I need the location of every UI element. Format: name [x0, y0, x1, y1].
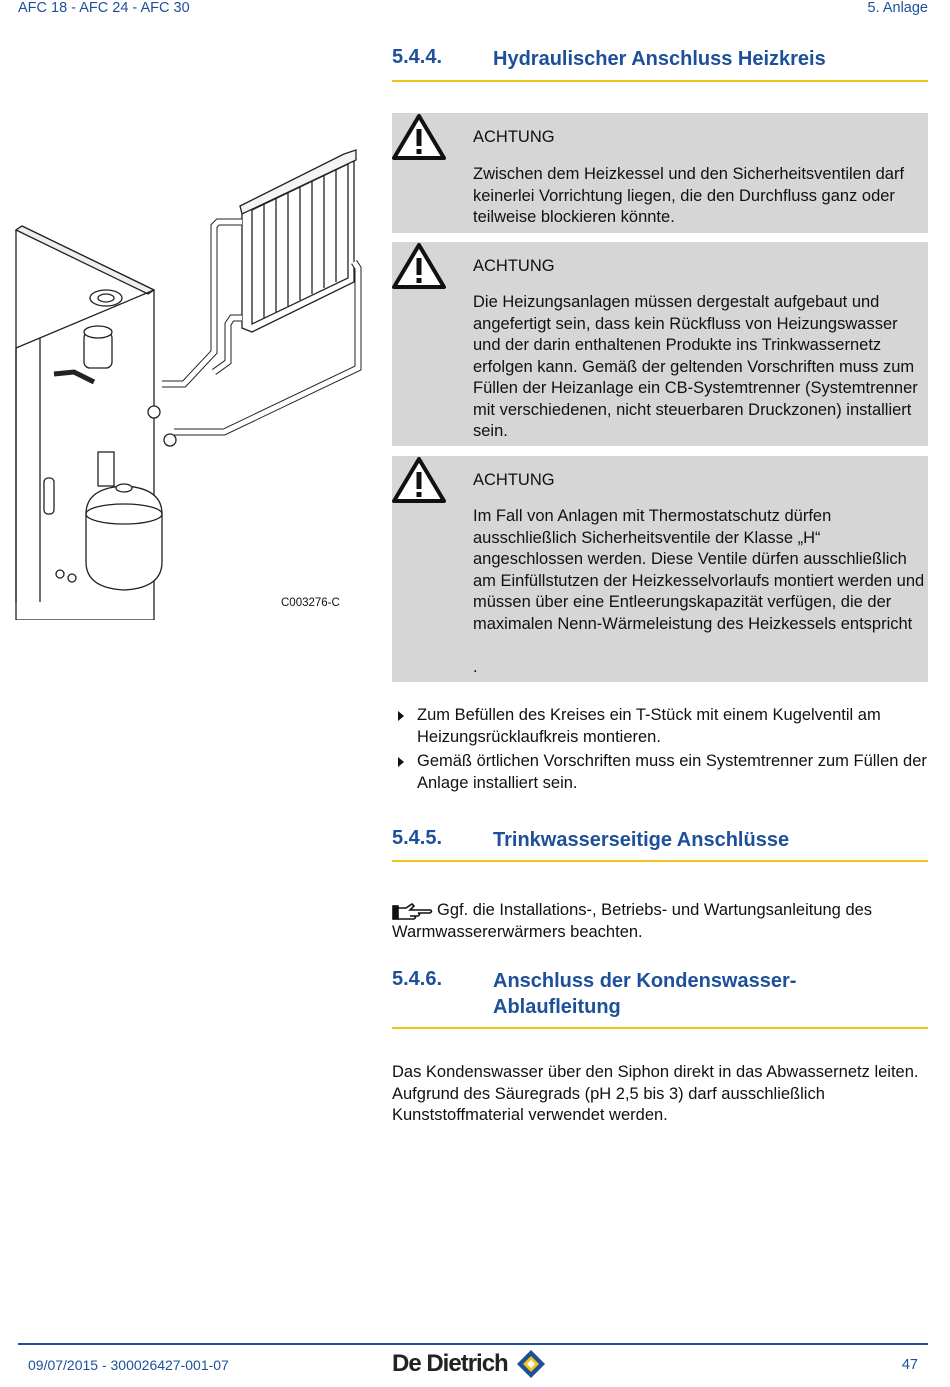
bullet-arrow-icon [398, 711, 404, 721]
list-item [392, 705, 928, 749]
section-number: 5.4.4. [392, 46, 443, 68]
warning-box-3 [392, 456, 928, 682]
footer-rule [18, 1343, 928, 1345]
reference-note [392, 900, 928, 943]
brand-logo [392, 1347, 562, 1381]
section-heading-5-4-6 [392, 968, 928, 1029]
section-title-line-1: Anschluss der Kondenswasser- [493, 970, 797, 992]
section-title: Trinkwasserseitige Anschlüsse [493, 829, 790, 851]
warning-tail: . [473, 658, 478, 676]
list-item-text: Zum Befüllen des Kreises ein T-Stück mit einem Kugelventil am Heizungsrücklaufkreis montieren. [417, 706, 881, 746]
section-title: Hydraulischer Anschluss Heizkreis [493, 48, 826, 70]
body-paragraph: Das Kondenswasser über den Siphon direkt in das Abwassernetz leiten. Aufgrund des Säuregrads (pH 2,5 bis 3) darf ausschließlich Kunststoffmaterial verwendet werden. [392, 1063, 919, 1124]
document-model-header: AFC 18 - AFC 24 - AFC 30 [18, 0, 190, 16]
figure-caption: C003276-C [281, 597, 340, 609]
pointing-hand-icon [392, 903, 434, 921]
bullet-arrow-icon [398, 757, 404, 767]
warning-triangle-icon [392, 242, 446, 290]
boiler-installation-illustration [14, 122, 370, 620]
section-heading-5-4-4 [392, 46, 928, 82]
warning-heading: ACHTUNG [473, 128, 555, 146]
warning-box-2 [392, 242, 928, 446]
list-item-text: Gemäß örtlichen Vorschriften muss ein Systemtrenner zum Füllen der Anlage installiert sein. [417, 752, 927, 792]
warning-text: Die Heizungsanlagen müssen dergestalt aufgebaut und angefertigt sein, dass kein Rückfluss von Heizungswasser und der darin enthaltenen Produkte ins Trinkwassernetz erfolgen kann. Gemäß der geltenden Vorschriften muss zum Füllen der Heizanlage ein CB-Systemtrenner (Systemtrenner mit verschiedenen, nicht steuerbaren Druckzonen) installiert sein. [473, 293, 918, 440]
brand-name: De Dietrich [392, 1350, 508, 1377]
warning-text: Im Fall von Anlagen mit Thermostatschutz dürfen ausschließlich Sicherheitsventile der Klasse „H“ angeschlossen werden. Diese Ventile dürfen ausschließlich am Einfüllstutzen der Heizkesselvorlaufs montiert werden und müssen über eine Entleerungskapazität verfügen, die der maximalen Nenn-Wärmeleistung des Heizkessels entspricht [473, 507, 925, 633]
warning-text: Zwischen dem Heizkessel und den Sicherheitsventilen darf keinerlei Vorrichtung liegen, die den Durchfluss ganz oder teilweise blockieren könnte. [473, 165, 905, 226]
section-title-line-2: Ablaufleitung [493, 996, 621, 1018]
list-item [392, 751, 928, 795]
page-number: 47 [901, 1357, 918, 1373]
warning-heading: ACHTUNG [473, 257, 555, 275]
warning-box-1 [392, 113, 928, 233]
warning-triangle-icon [392, 456, 446, 504]
reference-note-text: Ggf. die Installations-, Betriebs- und Wartungsanleitung des Warmwassererwärmers beachten. [392, 901, 873, 941]
footer-date-docnumber: 09/07/2015 - 300026427-001-07 [28, 1357, 229, 1373]
warning-heading: ACHTUNG [473, 471, 555, 489]
section-heading-5-4-5 [392, 827, 928, 862]
brand-diamond-icon [516, 1349, 546, 1379]
warning-triangle-icon [392, 113, 446, 161]
section-number: 5.4.5. [392, 827, 443, 849]
chapter-header: 5. Anlage [867, 0, 928, 16]
section-number: 5.4.6. [392, 968, 443, 990]
